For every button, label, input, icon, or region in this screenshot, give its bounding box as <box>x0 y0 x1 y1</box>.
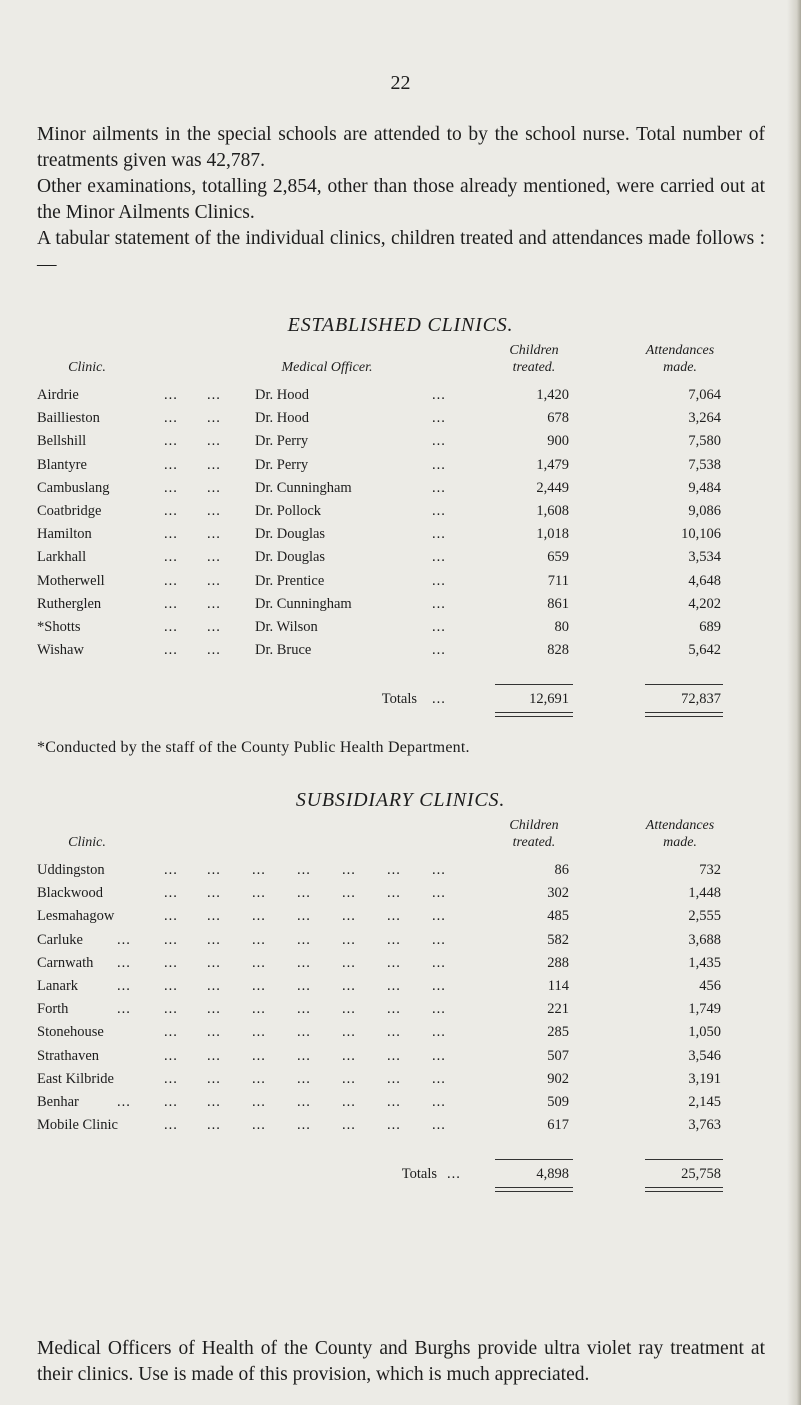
subsidiary-children-header-line-1: Children <box>509 818 559 833</box>
leader-dots: ... <box>252 862 266 878</box>
medical-officer: Dr. Perry <box>255 433 309 450</box>
leader-dots: ... <box>432 862 446 878</box>
clinic-name: Larkhall <box>37 549 87 566</box>
leader-dots: ... <box>387 862 401 878</box>
intro-paragraph-1: Minor ailments in the special schools are attended to by the school nurse. Total number of treatments given was 42,787. <box>37 124 765 171</box>
clinic-name: Bellshill <box>37 433 87 450</box>
table-row <box>37 905 765 927</box>
leader-dots: ... <box>207 549 221 566</box>
children-treated: 2,449 <box>536 479 569 496</box>
leader-dots: ... <box>342 1047 356 1064</box>
leader-dots: ... <box>342 1001 356 1018</box>
leader-dots: ... <box>117 931 131 948</box>
leader-dots: ... <box>252 1070 266 1087</box>
table-row <box>37 454 765 476</box>
subsidiary-attendances-header-line-2: made. <box>663 835 697 850</box>
children-treated: 582 <box>547 931 569 948</box>
medical-officer: Dr. Bruce <box>255 642 312 659</box>
children-treated: 1,018 <box>536 526 569 543</box>
leader-dots: ... <box>117 1001 131 1018</box>
children-total-double-rule <box>495 712 573 717</box>
attendances-total-rule <box>645 684 723 685</box>
leader-dots: ... <box>387 1094 401 1110</box>
subsidiary-totals-children: 4,898 <box>536 1166 569 1182</box>
leader-dots: ... <box>297 1047 311 1064</box>
attendances-made: 3,546 <box>688 1047 721 1064</box>
totals-attendances: 72,837 <box>681 691 721 707</box>
leader-dots: ... <box>387 1047 401 1064</box>
children-treated: 711 <box>547 572 569 589</box>
leader-dots: ... <box>207 1070 221 1087</box>
clinic-name: Baillieston <box>37 410 100 427</box>
table-row <box>37 1114 765 1136</box>
attendances-made: 4,648 <box>688 572 721 589</box>
leader-dots: ... <box>297 885 311 902</box>
leader-dots: ... <box>164 456 178 473</box>
table-row <box>37 952 765 974</box>
leader-dots: ... <box>164 479 178 496</box>
leader-dots: ... <box>207 908 221 925</box>
attendances-made: 1,448 <box>688 885 721 902</box>
leader-dots: ... <box>432 503 446 519</box>
children-treated-column-header <box>489 342 579 376</box>
leader-dots: ... <box>164 526 178 543</box>
leader-dots: ... <box>207 862 221 878</box>
clinic-name: Wishaw <box>37 642 84 659</box>
leader-dots: ... <box>432 1094 446 1110</box>
clinic-name: Coatbridge <box>37 503 102 519</box>
totals-children: 12,691 <box>529 691 569 707</box>
medical-officer: Dr. Hood <box>255 410 309 427</box>
leader-dots: ... <box>207 1024 221 1041</box>
leader-dots: ... <box>342 862 356 878</box>
table-row <box>37 998 765 1020</box>
children-treated: 861 <box>547 595 569 612</box>
established-totals-row <box>37 688 765 710</box>
leader-dots: ... <box>164 1094 178 1110</box>
clinic-name: Motherwell <box>37 572 105 589</box>
medical-officer: Dr. Cunningham <box>255 479 352 496</box>
leader-dots: ... <box>432 954 446 971</box>
subsidiary-children-total-double-rule <box>495 1187 573 1192</box>
leader-dots: ... <box>207 978 221 994</box>
attendances-made: 3,688 <box>688 931 721 948</box>
leader-dots: ... <box>432 456 446 473</box>
leader-dots: ... <box>252 931 266 948</box>
children-total-rule <box>495 684 573 685</box>
leader-dots: ... <box>207 642 221 659</box>
attendances-made: 10,106 <box>681 526 721 543</box>
leader-dots: ... <box>342 931 356 948</box>
leader-dots: ... <box>117 954 131 971</box>
leader-dots: ... <box>207 954 221 971</box>
medical-officer: Dr. Prentice <box>255 572 325 589</box>
medical-officer: Dr. Douglas <box>255 549 326 566</box>
attendances-made: 9,484 <box>688 479 721 496</box>
table-row <box>37 882 765 904</box>
intro-paragraph-3: A tabular statement of the individual clinics, children treated and attendances made follows :— <box>37 228 765 275</box>
children-treated: 288 <box>547 954 569 971</box>
clinic-name: Blackwood <box>37 885 104 902</box>
leader-dots: ... <box>297 1094 311 1110</box>
attendances-made: 4,202 <box>688 595 721 612</box>
attendances-made: 7,580 <box>688 433 721 450</box>
leader-dots: ... <box>164 549 178 566</box>
medical-officer: Dr. Wilson <box>255 619 318 635</box>
leader-dots: ... <box>207 1094 221 1110</box>
leader-dots: ... <box>342 1024 356 1041</box>
children-treated: 900 <box>547 433 569 450</box>
leader-dots: ... <box>387 954 401 971</box>
leader-dots: ... <box>387 978 401 994</box>
attendances-made: 3,534 <box>688 549 721 566</box>
children-treated: 509 <box>547 1094 569 1110</box>
leader-dots: ... <box>164 642 178 659</box>
leader-dots: ... <box>207 572 221 589</box>
leader-dots: ... <box>252 908 266 925</box>
leader-dots: ... <box>387 885 401 902</box>
leader-dots: ... <box>207 1001 221 1018</box>
attendances-made: 3,763 <box>688 1117 721 1134</box>
medical-officer-column-header: Medical Officer. <box>281 360 373 375</box>
attendances-column-header <box>620 342 740 376</box>
attendances-made: 7,538 <box>688 456 721 473</box>
leader-dots: ... <box>432 1047 446 1064</box>
children-treated: 902 <box>547 1070 569 1087</box>
leader-dots: ... <box>387 931 401 948</box>
children-treated: 828 <box>547 642 569 659</box>
clinic-name: Carluke <box>37 931 83 948</box>
leader-dots: ... <box>252 885 266 902</box>
leader-dots: ... <box>207 456 221 473</box>
clinic-name: Lanark <box>37 978 79 994</box>
closing-paragraph: Medical Officers of Health of the County and Burghs provide ultra violet ray treatment at their clinics. Use is made of this provision, which is much appreciated. <box>37 1338 765 1385</box>
leader-dots: ... <box>207 526 221 543</box>
medical-officer: Dr. Douglas <box>255 526 326 543</box>
leader-dots: ... <box>164 595 178 612</box>
intro-text <box>37 122 765 278</box>
children-treated: 507 <box>547 1047 569 1064</box>
clinic-name: Carnwath <box>37 954 94 971</box>
clinic-name: Strathaven <box>37 1047 100 1064</box>
leader-dots: ... <box>252 954 266 971</box>
leader-dots: ... <box>164 572 178 589</box>
footnote: *Conducted by the staff of the County Public Health Department. <box>37 739 470 756</box>
attendances-made: 689 <box>699 619 721 635</box>
clinic-name: Uddingston <box>37 862 105 878</box>
leader-dots: ... <box>342 1117 356 1134</box>
leader-dots: ... <box>164 954 178 971</box>
leader-dots: ... <box>207 885 221 902</box>
attendances-made: 1,050 <box>688 1024 721 1041</box>
leader-dots: ... <box>432 526 446 543</box>
children-treated: 659 <box>547 549 569 566</box>
subsidiary-totals-row <box>37 1163 765 1185</box>
leader-dots: ... <box>164 885 178 902</box>
table-row <box>37 859 765 881</box>
table-row <box>37 546 765 568</box>
leader-dots: ... <box>164 1024 178 1041</box>
leader-dots: ... <box>297 908 311 925</box>
leader-dots: ... <box>432 387 446 403</box>
leader-dots: ... <box>164 862 178 878</box>
leader-dots: ... <box>297 931 311 948</box>
children-treated: 114 <box>547 978 569 994</box>
leader-dots: ... <box>207 387 221 403</box>
clinic-name: Benhar <box>37 1094 79 1110</box>
table-row <box>37 523 765 545</box>
children-treated: 678 <box>547 410 569 427</box>
leader-dots: ... <box>342 908 356 925</box>
medical-officer: Dr. Hood <box>255 387 309 403</box>
children-treated: 1,608 <box>536 503 569 519</box>
leader-dots: ... <box>432 619 446 635</box>
leader-dots: ... <box>387 908 401 925</box>
leader-dots: ... <box>387 1001 401 1018</box>
leader-dots: ... <box>432 1070 446 1087</box>
leader-dots: ... <box>164 1117 178 1134</box>
clinic-name: Mobile Clinic <box>37 1117 118 1134</box>
attendances-made: 2,555 <box>688 908 721 925</box>
attendances-made: 5,642 <box>688 642 721 659</box>
clinic-name: Airdrie <box>37 387 79 403</box>
children-treated: 1,420 <box>536 387 569 403</box>
table-row <box>37 430 765 452</box>
table-row <box>37 616 765 638</box>
clinic-name: Rutherglen <box>37 595 102 612</box>
attendances-made: 3,191 <box>688 1070 721 1087</box>
subsidiary-attendances-header-line-1: Attendances <box>645 818 715 833</box>
leader-dots: ... <box>432 479 446 496</box>
table-row <box>37 1021 765 1043</box>
medical-officer: Dr. Pollock <box>255 503 322 519</box>
leader-dots: ... <box>164 410 178 427</box>
leader-dots: ... <box>117 978 131 994</box>
totals-label: Totals <box>381 691 417 707</box>
leader-dots: ... <box>342 1094 356 1110</box>
clinic-column-header: Clinic. <box>68 360 106 375</box>
table-row <box>37 500 765 522</box>
attendances-made: 7,064 <box>688 387 721 403</box>
leader-dots: ... <box>297 954 311 971</box>
leader-dots: ... <box>164 908 178 925</box>
leader-dots: ... <box>207 503 221 519</box>
leader-dots: ... <box>164 1047 178 1064</box>
leader-dots: ... <box>432 931 446 948</box>
leader-dots: ... <box>297 862 311 878</box>
table-row <box>37 384 765 406</box>
leader-dots: ... <box>207 619 221 635</box>
leader-dots: ... <box>387 1070 401 1087</box>
clinic-name: Forth <box>37 1001 69 1018</box>
leader-dots: ... <box>117 1094 131 1110</box>
leader-dots: ... <box>432 908 446 925</box>
table-row <box>37 975 765 997</box>
children-treated: 221 <box>547 1001 569 1018</box>
children-treated: 86 <box>554 862 569 878</box>
leader-dots: ... <box>432 978 446 994</box>
leader-dots: ... <box>297 978 311 994</box>
children-treated: 1,479 <box>536 456 569 473</box>
subsidiary-totals-attendances: 25,758 <box>681 1166 721 1182</box>
table-row <box>37 1091 765 1113</box>
subsidiary-clinics-title: SUBSIDIARY CLINICS. <box>295 789 506 811</box>
page-number: 22 <box>390 72 411 94</box>
leader-dots: ... <box>432 1117 446 1134</box>
leader-dots: ... <box>387 1117 401 1134</box>
intro-paragraph-2: Other examinations, totalling 2,854, other than those already mentioned, were carried out at the Minor Ailments Clinics. <box>37 176 765 223</box>
subsidiary-children-column-header <box>489 817 579 851</box>
attendances-header-line-1: Attendances <box>645 343 715 358</box>
attendances-made: 9,086 <box>688 503 721 519</box>
attendances-made: 3,264 <box>688 410 721 427</box>
established-clinics-title: ESTABLISHED CLINICS. <box>287 314 514 336</box>
clinic-name: East Kilbride <box>37 1070 114 1087</box>
leader-dots: ... <box>164 503 178 519</box>
leader-dots: ... <box>164 931 178 948</box>
table-row <box>37 477 765 499</box>
clinic-name: Hamilton <box>37 526 92 543</box>
subsidiary-clinic-column-header: Clinic. <box>68 835 106 850</box>
table-row <box>37 1068 765 1090</box>
subsidiary-children-total-rule <box>495 1159 573 1160</box>
leader-dots: ... <box>207 433 221 450</box>
clinic-name: Stonehouse <box>37 1024 104 1041</box>
leader-dots: ... <box>342 954 356 971</box>
subsidiary-attendances-total-double-rule <box>645 1187 723 1192</box>
leader-dots: ... <box>432 1024 446 1041</box>
table-row <box>37 593 765 615</box>
leader-dots: ... <box>164 1001 178 1018</box>
subsidiary-attendances-column-header <box>620 817 740 851</box>
leader-dots: ... <box>207 1117 221 1134</box>
attendances-total-double-rule <box>645 712 723 717</box>
leader-dots: ... <box>207 1047 221 1064</box>
leader-dots: ... <box>207 410 221 427</box>
leader-dots: ... <box>207 931 221 948</box>
children-treated: 302 <box>547 885 569 902</box>
leader-dots: ... <box>297 1117 311 1134</box>
subsidiary-totals-label: Totals <box>401 1166 437 1182</box>
leader-dots: ... <box>207 479 221 496</box>
leader-dots: ... <box>164 433 178 450</box>
leader-dots: ... <box>164 387 178 403</box>
children-header-line-1: Children <box>509 343 559 358</box>
subsidiary-children-header-line-2: treated. <box>512 835 556 850</box>
leader-dots: ... <box>432 433 446 450</box>
children-treated: 285 <box>547 1024 569 1041</box>
leader-dots: ... <box>432 595 446 612</box>
leader-dots: ... <box>432 549 446 566</box>
attendances-made: 732 <box>699 862 721 878</box>
leader-dots: ... <box>342 885 356 902</box>
children-treated: 80 <box>554 619 569 635</box>
children-treated: 485 <box>547 908 569 925</box>
attendances-header-line-2: made. <box>663 360 697 375</box>
leader-dots: ... <box>432 1001 446 1018</box>
children-header-line-2: treated. <box>512 360 556 375</box>
attendances-made: 1,435 <box>688 954 721 971</box>
medical-officer: Dr. Cunningham <box>255 595 352 612</box>
clinic-name: Lesmahagow <box>37 908 115 925</box>
table-row <box>37 1045 765 1067</box>
leader-dots: ... <box>342 1070 356 1087</box>
leader-dots: ... <box>164 1070 178 1087</box>
leader-dots: ... <box>342 978 356 994</box>
leader-dots: ... <box>252 978 266 994</box>
table-row <box>37 407 765 429</box>
leader-dots: ... <box>252 1094 266 1110</box>
leader-dots: ... <box>297 1070 311 1087</box>
attendances-made: 456 <box>699 978 721 994</box>
leader-dots: ... <box>432 572 446 589</box>
leader-dots: ... <box>164 619 178 635</box>
leader-dots: ... <box>432 885 446 902</box>
leader-dots: ... <box>252 1024 266 1041</box>
table-row <box>37 570 765 592</box>
leader-dots: ... <box>387 1024 401 1041</box>
leader-dots: ... <box>252 1117 266 1134</box>
leader-dots: ... <box>297 1024 311 1041</box>
leader-dots: ... <box>297 1001 311 1018</box>
clinic-name: Cambuslang <box>37 479 110 496</box>
leader-dots: ... <box>447 1166 461 1182</box>
leader-dots: ... <box>432 642 446 659</box>
clinic-name: *Shotts <box>37 619 81 635</box>
leader-dots: ... <box>164 978 178 994</box>
clinic-name: Blantyre <box>37 456 87 473</box>
children-treated: 617 <box>547 1117 569 1134</box>
leader-dots: ... <box>252 1047 266 1064</box>
subsidiary-attendances-total-rule <box>645 1159 723 1160</box>
table-row <box>37 929 765 951</box>
leader-dots: ... <box>432 410 446 427</box>
table-row <box>37 639 765 661</box>
attendances-made: 1,749 <box>688 1001 721 1018</box>
leader-dots: ... <box>432 691 446 707</box>
page-edge-shadow <box>787 0 801 1405</box>
medical-officer: Dr. Perry <box>255 456 309 473</box>
attendances-made: 2,145 <box>688 1094 721 1110</box>
leader-dots: ... <box>252 1001 266 1018</box>
leader-dots: ... <box>207 595 221 612</box>
